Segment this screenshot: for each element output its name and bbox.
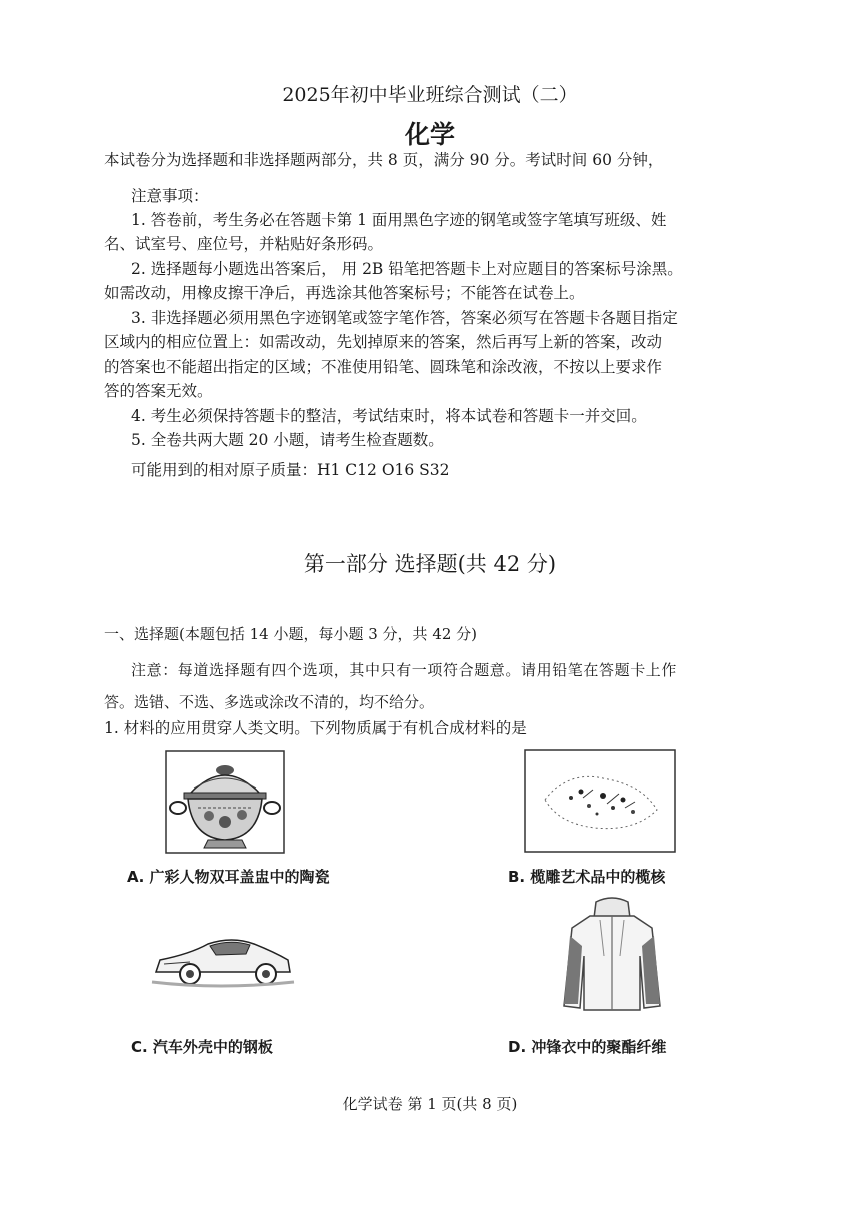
note-line: 3. 非选择题必须用黑色字迹钢笔或签字笔作答，答案必须写在答题卡各题目指定	[131, 309, 678, 327]
olive-carving-image	[523, 748, 677, 854]
atomic-masses: 可能用到的相对原子质量：H1 C12 O16 S32	[131, 461, 450, 479]
option-a-label: Α. 广彩人物双耳盖盅中的陶瓷	[127, 868, 330, 886]
subject-title: 化学	[404, 120, 455, 149]
note-line: 4. 考生必须保持答题卡的整洁，考试结束时，将本试卷和答题卡一并交回。	[131, 407, 647, 425]
hooded-jacket-image	[560, 896, 664, 1016]
note-line: 5. 全卷共两大题 20 小题，请考生检查题数。	[131, 431, 444, 449]
notice-line: 注意：每道选择题有四个选项，其中只有一项符合题意。请用铅笔在答题卡上作	[131, 661, 678, 679]
note-line: 答的答案无效。	[104, 382, 213, 400]
option-d-label: D. 冲锋衣中的聚酯纤维	[508, 1038, 667, 1056]
intro-text: 本试卷分为选择题和非选择题两部分，共 8 页，满分 90 分。考试时间 60 分钟，	[104, 151, 664, 169]
porcelain-tureen-image	[164, 748, 286, 856]
note-line: 如需改动，用橡皮擦干净后，再选涂其他答案标号；不能答在试卷上。	[104, 284, 585, 302]
sports-car-image	[150, 930, 296, 992]
exam-title: 2025年初中毕业班综合测试（二）	[282, 84, 578, 106]
note-line: 1. 答卷前，考生务必在答题卡第 1 面用黑色字迹的钢笔或签字笔填写班级、姓	[131, 211, 667, 229]
option-b-label: B. 榄雕艺术品中的榄核	[508, 868, 666, 886]
page-footer: 化学试卷 第 1 页(共 8 页)	[342, 1095, 518, 1113]
note-line: 的答案也不能超出指定的区域；不准使用铅笔、圆珠笔和涂改液，不按以上要求作	[104, 358, 663, 376]
note-line: 名、试室号、座位号，并粘贴好条形码。	[104, 235, 384, 253]
note-line: 2. 选择题每小题选出答案后， 用 2B 铅笔把答题卡上对应题目的答案标号涂黑。	[131, 260, 683, 278]
notice-line: 答。选错、不选、多选或涂改不清的，均不给分。	[104, 693, 435, 711]
part-title: 第一部分 选择题(共 42 分)	[303, 552, 557, 576]
question-stem: 1. 材料的应用贯穿人类文明。下列物质属于有机合成材料的是	[104, 719, 527, 737]
section-heading: 一、选择题(本题包括 14 小题，每小题 3 分，共 42 分)	[104, 625, 478, 643]
note-line: 区域内的相应位置上：如需改动，先划掉原来的答案，然后再写上新的答案，改动	[104, 333, 663, 351]
option-c-label: C. 汽车外壳中的钢板	[131, 1038, 273, 1056]
notes-heading: 注意事项：	[131, 187, 209, 205]
